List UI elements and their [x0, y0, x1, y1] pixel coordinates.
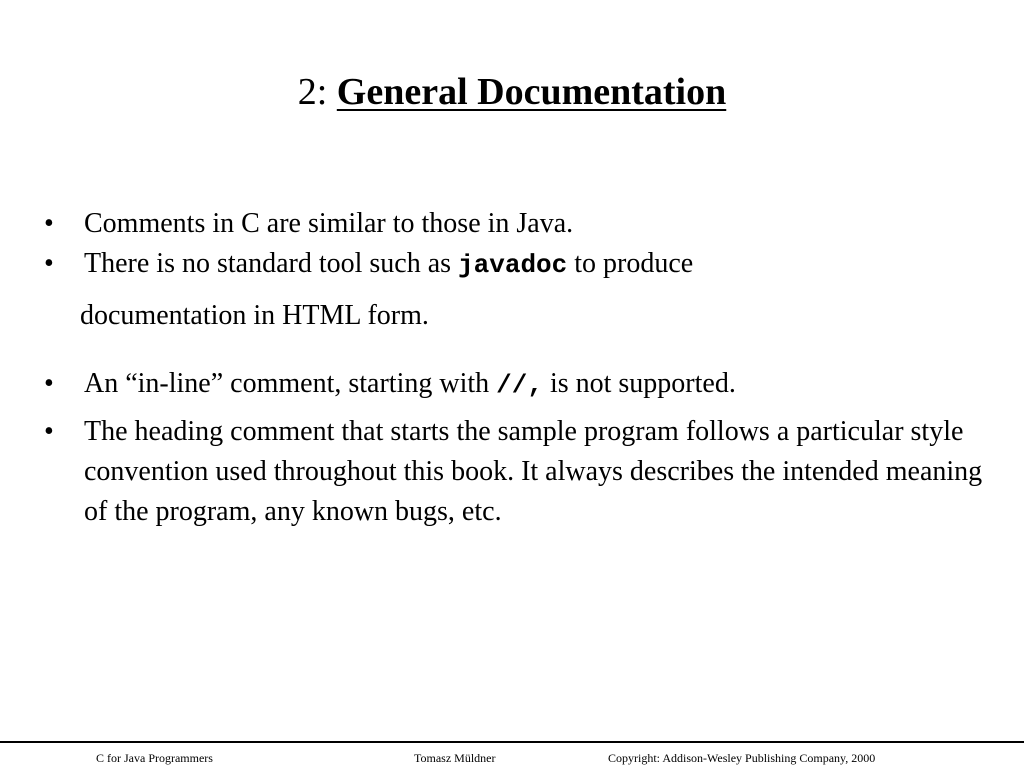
bullet-item: [40, 364, 1000, 405]
title-number: 2:: [297, 71, 328, 113]
bullet-text: is not supported.: [549, 368, 736, 399]
footer-course-title: C for Java Programmers: [96, 751, 213, 765]
bullet-list: [40, 204, 1000, 532]
title-heading: General Documentation: [336, 71, 727, 113]
bullet-text: There is no standard tool such as: [84, 248, 452, 279]
code-javadoc: javadoc: [458, 250, 568, 280]
code-comment-marker: //,: [496, 370, 543, 400]
bullet-marker: •: [44, 208, 54, 239]
bullet-text: An “in-line” comment, starting with: [84, 368, 490, 399]
bullet-continuation: documentation in HTML form.: [80, 300, 429, 331]
bullet-item: [40, 244, 1000, 285]
bullet-text: Comments in C are similar to those in Java.: [84, 208, 574, 239]
slide-title: [0, 68, 1024, 116]
bullet-marker: •: [44, 248, 54, 279]
bullet-item: [40, 204, 1000, 244]
footer-divider: [0, 741, 1024, 743]
bullet-marker: •: [44, 368, 54, 399]
bullet-text: The heading comment that starts the sample program follows a particular style convention used throughout this book. It always describes the intended meaning of the program, any known bugs, etc.: [84, 416, 983, 527]
footer-author: Tomasz Müldner: [414, 751, 496, 765]
bullet-item: [40, 412, 1000, 532]
bullet-text: to produce: [574, 248, 694, 279]
bullet-marker: •: [44, 416, 54, 447]
footer-copyright: Copyright: Addison-Wesley Publishing Company, 2000: [608, 751, 876, 765]
